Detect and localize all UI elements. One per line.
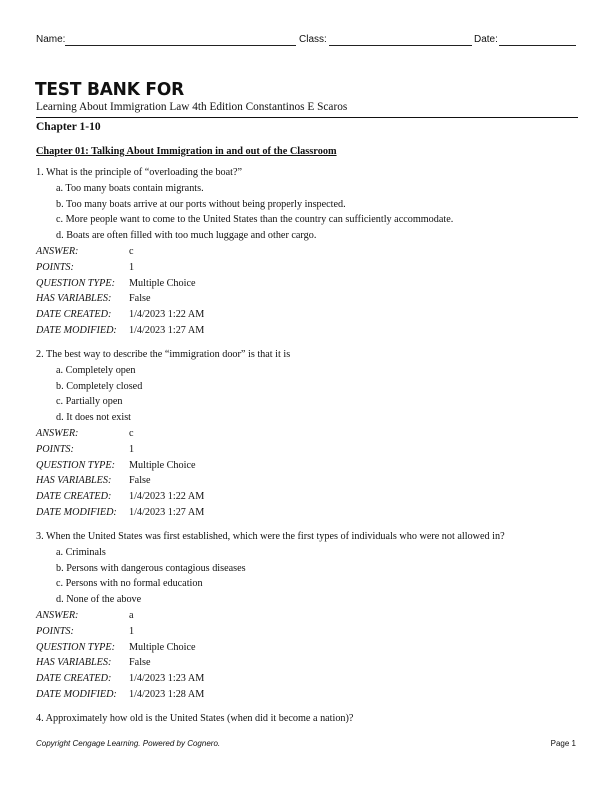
question-3 [36,529,576,703]
points-value: 1 [129,261,135,273]
has-variables-value: False [129,475,151,487]
answer-choice: d. It does not exist [56,412,131,424]
answer-choice: c. Partially open [56,396,123,408]
answer-label: ANSWER: [36,245,79,257]
has-variables-label: HAS VARIABLES: [36,475,112,487]
class-label: Class: [299,34,327,45]
date-modified-label: DATE MODIFIED: [36,324,117,336]
title-divider [36,117,578,118]
question-text: 2. The best way to describe the “immigration door” is that it is [36,349,291,360]
answer-label: ANSWER: [36,609,79,621]
answer-choice: d. Boats are often filled with too much luggage and other cargo. [56,230,317,242]
points-value: 1 [129,443,135,455]
answer-choice: a. Criminals [56,546,106,558]
question-type-row [36,640,576,656]
answer-value: a [129,609,134,621]
date-modified-row [36,323,576,339]
answer-choice: a. Completely open [56,364,136,376]
name-label: Name: [36,34,66,45]
question-text: 4. Approximately how old is the United States (when did it become a nation)? [36,713,354,724]
student-info-header [36,34,576,50]
date-modified-value: 1/4/2023 1:27 AM [129,324,205,336]
name-blank-line [65,45,296,46]
date-created-label: DATE CREATED: [36,491,112,503]
date-created-value: 1/4/2023 1:22 AM [129,309,205,321]
test-bank-title: TEST BANK FOR [35,79,184,101]
question-1 [36,165,576,339]
answer-choice: b. Completely closed [56,380,143,392]
date-created-label: DATE CREATED: [36,309,112,321]
points-row [36,624,576,640]
points-label: POINTS: [36,261,74,273]
question-text: 3. When the United States was first established, which were the first types of individuals who were not allowed in? [36,531,505,542]
date-modified-row [36,505,576,521]
has-variables-row [36,291,576,307]
answer-choice: d. None of the above [56,594,142,606]
answer-choice: b. Too many boats arrive at our ports without being properly inspected. [56,198,346,210]
question-type-row [36,458,576,474]
question-type-value: Multiple Choice [129,641,196,653]
question-type-row [36,276,576,292]
date-blank-line [499,45,576,46]
answer-choice: a. Too many boats contain migrants. [56,182,204,194]
answer-choice: b. Persons with dangerous contagious diseases [56,562,246,574]
has-variables-label: HAS VARIABLES: [36,657,112,669]
answer-value: c [129,245,134,257]
date-modified-value: 1/4/2023 1:27 AM [129,506,205,518]
question-4 [36,711,576,727]
date-modified-label: DATE MODIFIED: [36,688,117,700]
page-number: Page 1 [550,739,576,748]
question-type-label: QUESTION TYPE: [36,277,115,289]
has-variables-label: HAS VARIABLES: [36,293,112,305]
question-2 [36,347,576,521]
has-variables-row [36,473,576,489]
copyright-footer: Copyright Cengage Learning. Powered by Cognero. [36,739,221,748]
date-created-label: DATE CREATED: [36,673,112,685]
points-row [36,442,576,458]
answer-row [36,244,576,260]
answer-choice: c. More people want to come to the United States than the country can sufficiently accommodate. [56,214,454,226]
date-modified-label: DATE MODIFIED: [36,506,117,518]
answer-choice: c. Persons with no formal education [56,578,203,590]
book-subtitle: Learning About Immigration Law 4th Edition Constantinos E Scaros [36,101,348,113]
date-created-row [36,489,576,505]
answer-label: ANSWER: [36,427,79,439]
date-modified-row [36,687,576,703]
question-type-label: QUESTION TYPE: [36,641,115,653]
points-label: POINTS: [36,443,74,455]
has-variables-value: False [129,657,151,669]
date-created-row [36,307,576,323]
points-label: POINTS: [36,625,74,637]
question-type-value: Multiple Choice [129,277,196,289]
section-title: Chapter 01: Talking About Immigration in and out of the Classroom [36,146,337,157]
date-created-row [36,671,576,687]
date-label: Date: [474,34,498,45]
date-created-value: 1/4/2023 1:23 AM [129,673,205,685]
points-row [36,260,576,276]
chapter-range: Chapter 1-10 [36,121,101,133]
points-value: 1 [129,625,135,637]
answer-row [36,608,576,624]
answer-row [36,426,576,442]
question-type-value: Multiple Choice [129,459,196,471]
date-created-value: 1/4/2023 1:22 AM [129,491,205,503]
has-variables-row [36,655,576,671]
question-type-label: QUESTION TYPE: [36,459,115,471]
answer-value: c [129,427,134,439]
date-modified-value: 1/4/2023 1:28 AM [129,688,205,700]
class-blank-line [329,45,472,46]
question-text: 1. What is the principle of “overloading the boat?” [36,167,243,178]
has-variables-value: False [129,293,151,305]
